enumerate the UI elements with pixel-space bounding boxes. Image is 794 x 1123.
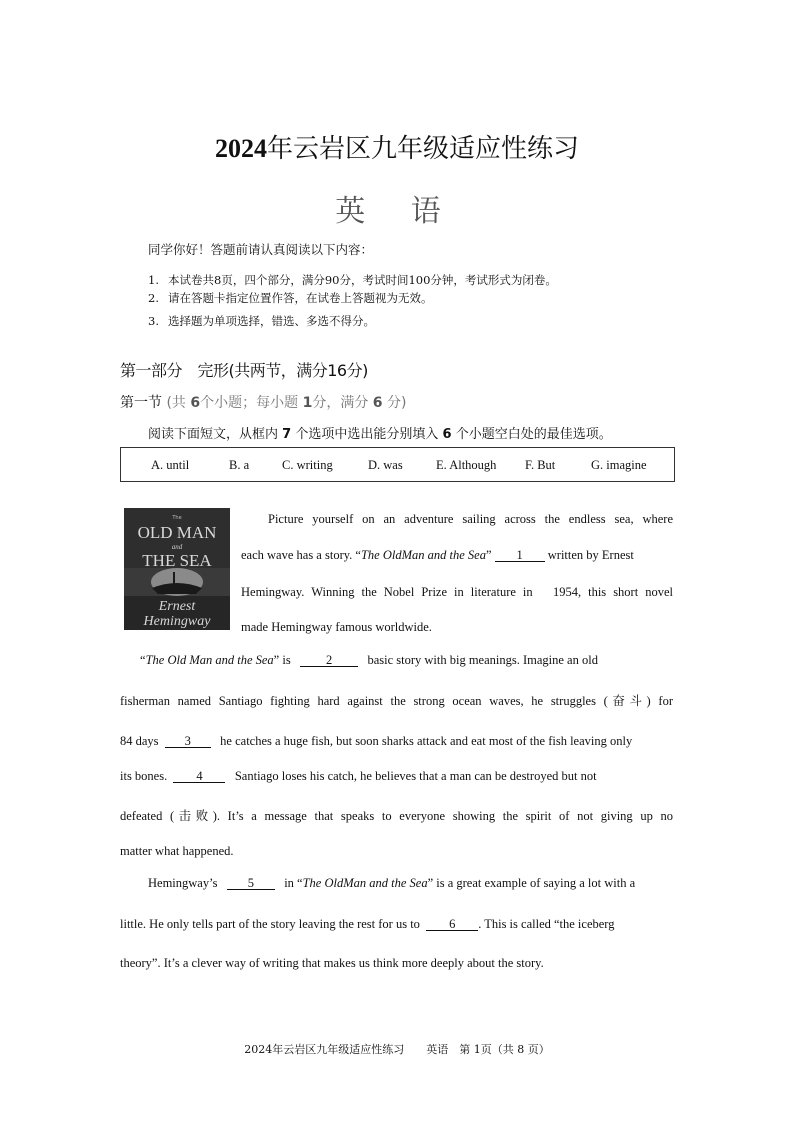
book-cover-image (124, 508, 230, 630)
blank-5[interactable]: 5 (227, 877, 275, 890)
blank-2[interactable]: 2 (300, 654, 358, 667)
blank-3[interactable]: 3 (165, 735, 211, 748)
passage-line: “The Old Man and the Sea” is 2 basic story with big meanings. Imagine an old (140, 653, 598, 667)
page-title (0, 128, 794, 165)
section-label: 第一节 (120, 395, 162, 411)
title-text: 年云岩区九年级适应性练习 (266, 134, 579, 164)
subject-title: 英 语 (335, 194, 459, 229)
page-footer: 2024年云岩区九年级适应性练习 英语 第 1页（共 8 页） (244, 1043, 550, 1056)
passage-line: its bones. 4 Santiago loses his catch, he believes that a man can be destroyed but not (120, 769, 597, 783)
notice-num: 2. (148, 291, 159, 305)
option-f: F. But (525, 458, 556, 472)
cover-title-and: and (171, 543, 183, 551)
notice-num: 3. (148, 314, 159, 328)
notice-item (148, 290, 433, 306)
cover-author-first: Ernest (158, 599, 196, 614)
cover-top-text: The (172, 515, 182, 521)
options-box (120, 447, 675, 482)
notice-text: 选择题为单项选择，错选、多选不得分。 (168, 314, 375, 328)
option-b: B. a (229, 458, 250, 472)
option-d: D. was (368, 458, 403, 472)
option-a: A. until (151, 458, 190, 472)
cover-title-line2: THE SEA (142, 551, 212, 570)
cover-title-line1: OLD MAN (137, 523, 217, 542)
passage-line: Picture yourself on an adventure sailing across the endless sea, where (268, 512, 673, 526)
notice-text: 本试卷共8页，四个部分，满分90分，考试时间100分钟，考试形式为闭卷。 (168, 273, 557, 287)
notice-num: 1. (148, 273, 159, 287)
passage-line: 84 days 3 he catches a huge fish, but soon sharks attack and eat most of the fish leaving only (120, 734, 633, 748)
notice-item (148, 313, 375, 329)
option-g: G. imagine (591, 458, 647, 472)
option-c: C. writing (282, 458, 333, 472)
part-heading: 第一部分 完形(共两节，满分16分) (120, 361, 368, 380)
passage-line: Hemingway. Winning the Nobel Prize in literature in 1954, this short novel (241, 585, 673, 599)
passage-line: Hemingway’s 5 in “The OldMan and the Sea” is a great example of saying a lot with a (148, 876, 636, 890)
title-year: 2024 (214, 134, 267, 163)
book-cover-art (124, 508, 230, 630)
passage-line: theory”. It’s a clever way of writing that makes us think more deeply about the story. (120, 956, 544, 970)
notice-greeting: 同学你好！答题前请认真阅读以下内容： (148, 242, 374, 257)
section-directions: 阅读下面短文，从框内 7 个选项中选出能分别填入 6 个小题空白处的最佳选项。 (148, 427, 612, 442)
blank-6[interactable]: 6 (426, 918, 478, 931)
option-e: E. Although (436, 458, 497, 472)
notice-item (148, 272, 557, 288)
blank-1[interactable]: 1 (495, 549, 545, 562)
section-heading: 第一节 (共 6个小题；每小题 1分，满分 6 分) (120, 395, 407, 411)
passage-line: fisherman named Santiago fighting hard against the strong ocean waves, he struggles (奋斗) for (120, 694, 673, 708)
passage-line: little. He only tells part of the story leaving the rest for us to 6 . This is called “the iceberg (120, 917, 615, 931)
notice-text: 请在答题卡指定位置作答，在试卷上答题视为无效。 (168, 291, 433, 305)
blank-4[interactable]: 4 (173, 770, 225, 783)
passage-line: defeated (击败). It’s a message that speaks to everyone showing the spirit of not giving up no (120, 809, 673, 823)
cover-author-last: Hemingway (143, 614, 211, 629)
passage-line: each wave has a story. “The OldMan and the Sea” 1 written by Ernest (241, 548, 634, 562)
passage-line: matter what happened. (120, 844, 234, 858)
passage-line: made Hemingway famous worldwide. (241, 620, 432, 634)
